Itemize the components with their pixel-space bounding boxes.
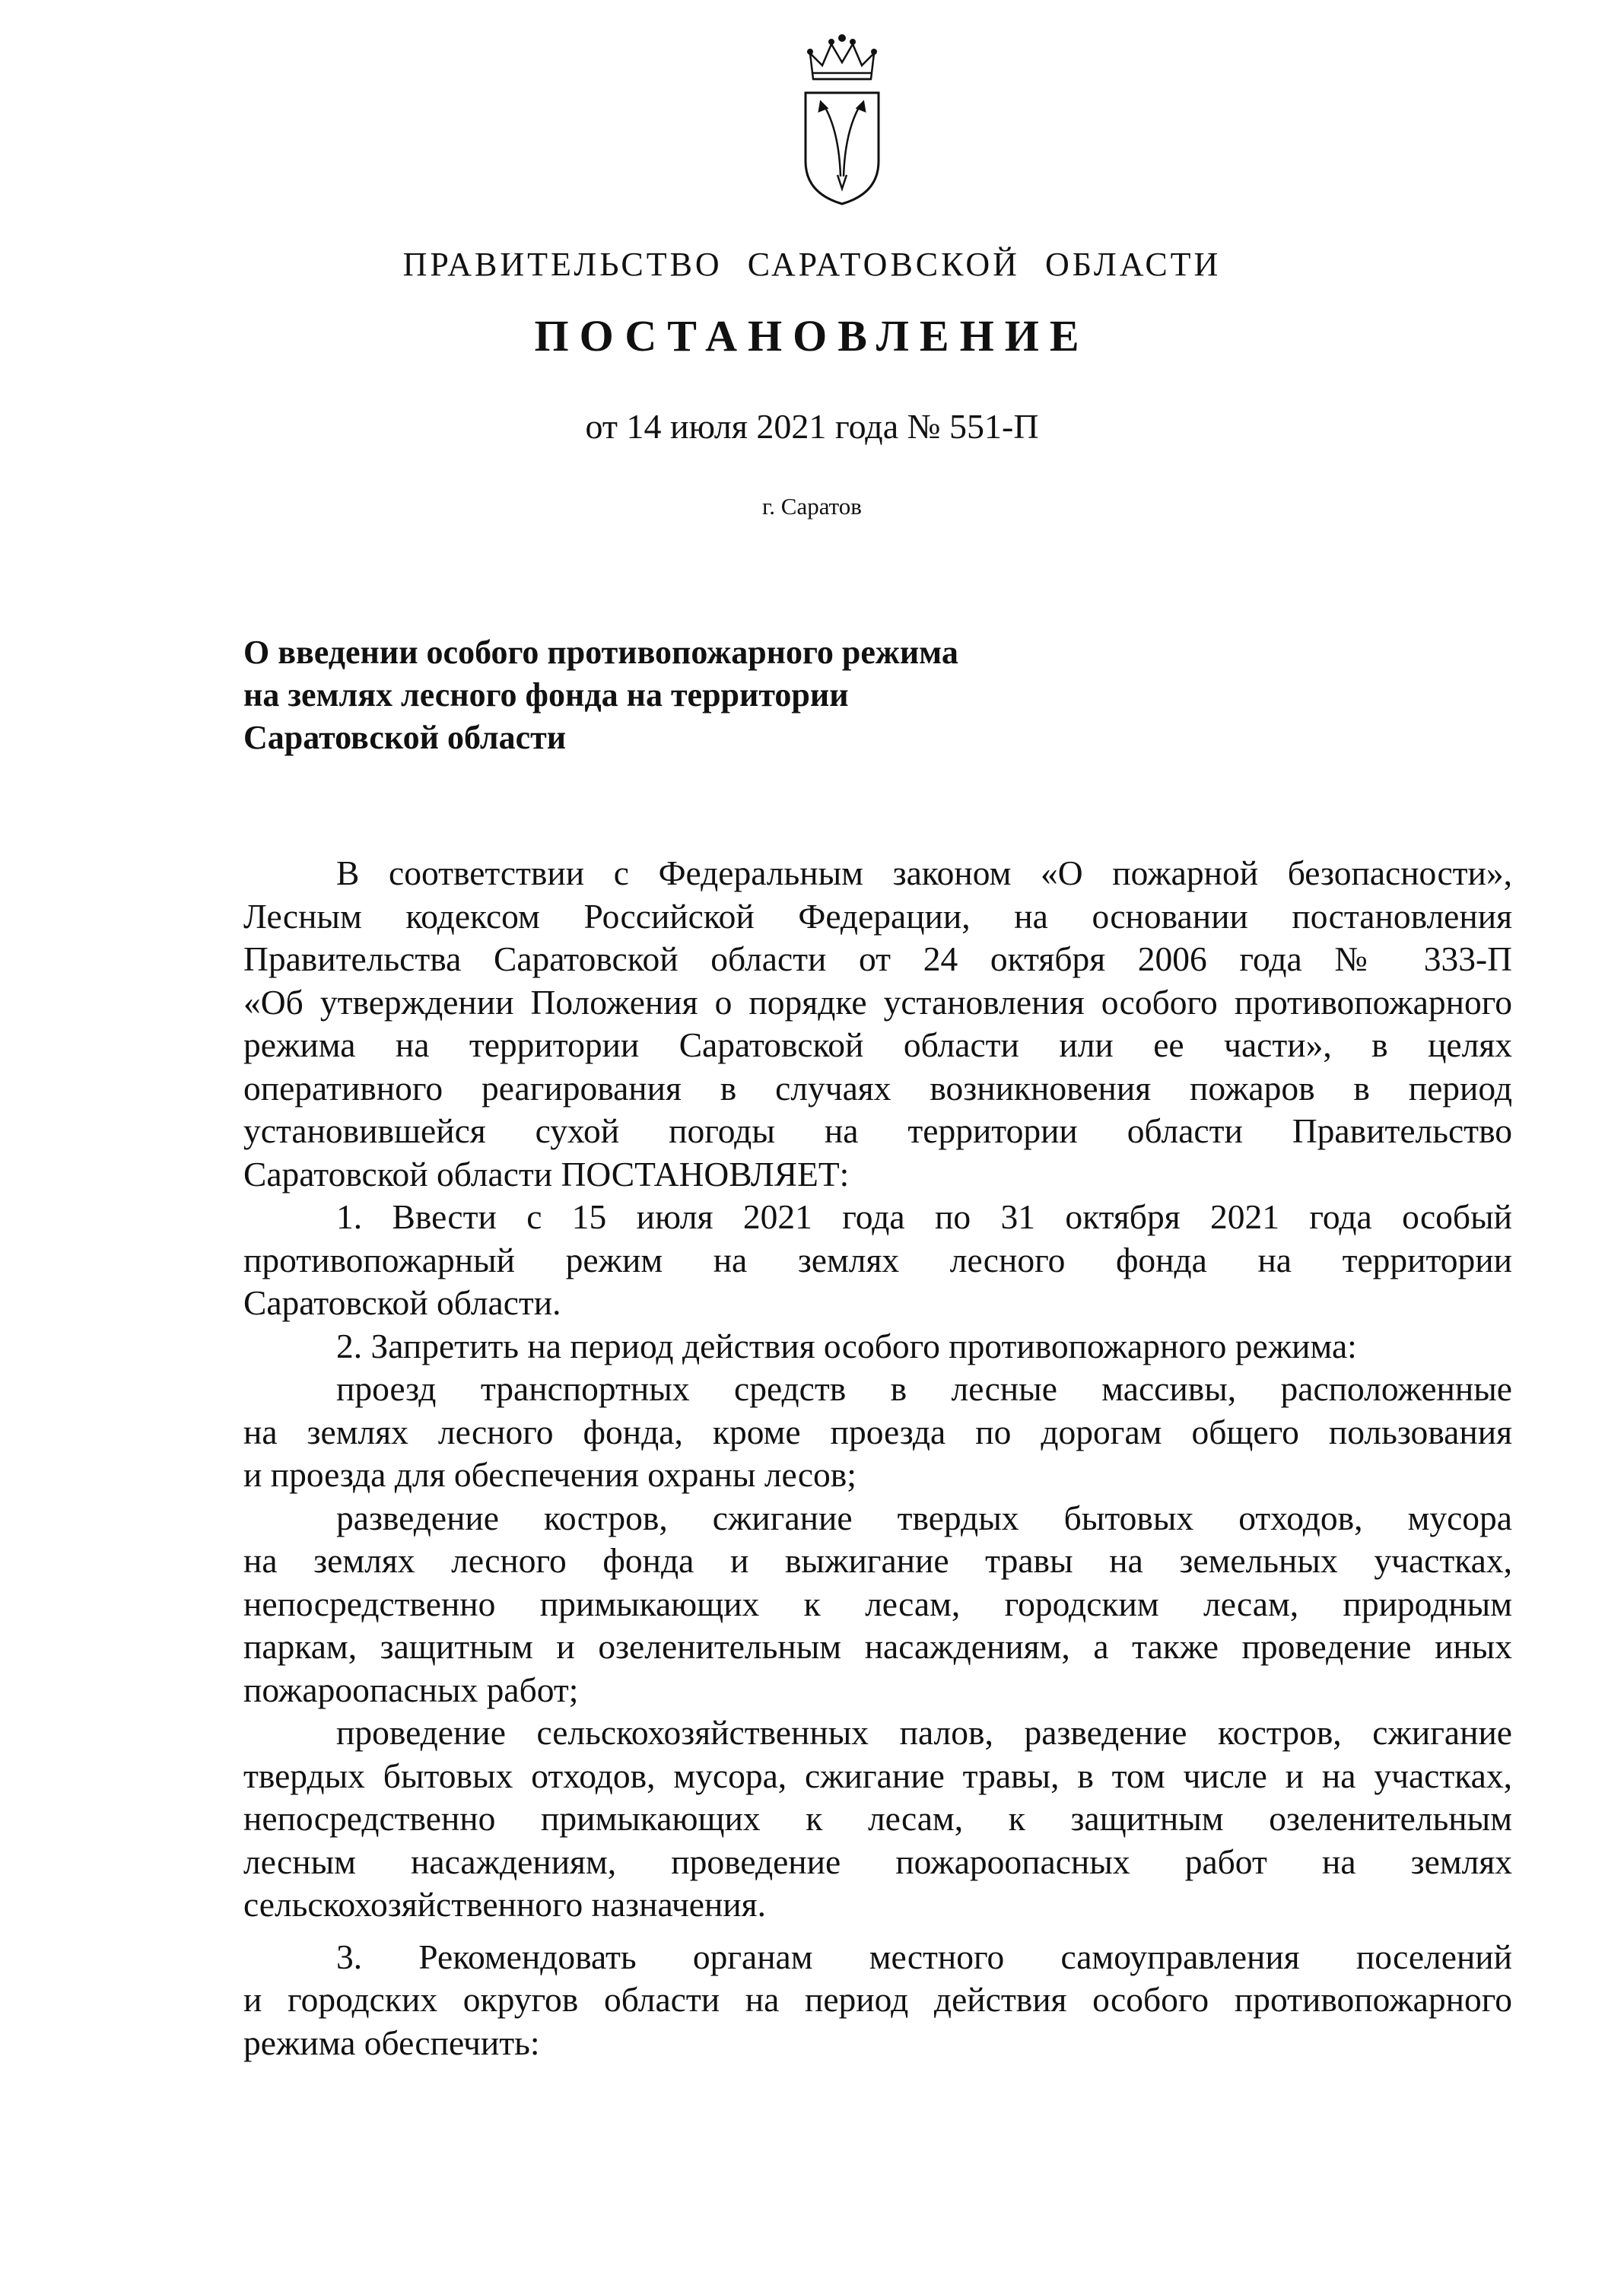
title-line: О введении особого противопожарного режима	[243, 634, 958, 671]
document-city: г. Саратов	[762, 493, 862, 520]
body-line: и городских округов области на период действия особого противопожарного	[243, 1980, 1512, 2019]
body-line: 2. Запретить на период действия особого противопожарного режима:	[336, 1326, 1357, 1365]
body-line: Саратовской области.	[243, 1283, 561, 1322]
body-line: «Об утверждении Положения о порядке установления особого противопожарного	[243, 982, 1512, 1022]
document-title	[243, 631, 1156, 759]
document-body	[243, 852, 1512, 2064]
body-line: В соответствии с Федеральным законом «О пожарной безопасности»,	[336, 853, 1512, 892]
title-line: Саратовской области	[243, 719, 567, 756]
body-line: на землях лесного фонда и выжигание травы на земельных участках,	[243, 1541, 1512, 1580]
paragraph-gap	[243, 1927, 1512, 1936]
body-line: проезд транспортных средств в лесные массивы, расположенные	[336, 1369, 1512, 1408]
body-line: режима обеспечить:	[243, 2023, 540, 2062]
body-line: лесным насаждениям, проведение пожароопасных работ на землях	[243, 1842, 1512, 1881]
body-line: на землях лесного фонда, кроме проезда по дорогам общего пользования	[243, 1412, 1512, 1451]
body-line: 3. Рекомендовать органам местного самоуправления поселений	[336, 1937, 1512, 1976]
body-line: режима на территории Саратовской области или ее части», в целях	[243, 1025, 1512, 1064]
body-line: сельскохозяйственного назначения.	[243, 1885, 766, 1924]
body-line: непосредственно примыкающих к лесам, к защитным озеленительным	[243, 1799, 1512, 1838]
body-line: установившейся сухой погоды на территории области Правительство	[243, 1111, 1512, 1150]
body-line: противопожарный режим на землях лесного фонда на территории	[243, 1240, 1512, 1279]
government-name: ПРАВИТЕЛЬСТВО САРАТОВСКОЙ ОБЛАСТИ	[402, 246, 1222, 283]
body-line: Саратовской области ПОСТАНОВЛЯЕТ:	[243, 1154, 850, 1193]
document-date-number: от 14 июля 2021 года № 551-П	[585, 407, 1039, 446]
body-line: проведение сельскохозяйственных палов, разведение костров, сжигание	[336, 1713, 1512, 1752]
title-line: на землях лесного фонда на территории	[243, 676, 849, 714]
body-line: пожароопасных работ;	[243, 1670, 579, 1709]
body-line: разведение костров, сжигание твердых бытовых отходов, мусора	[336, 1498, 1512, 1537]
body-line: паркам, защитным и озеленительным насаждениям, а также проведение иных	[243, 1627, 1512, 1666]
body-line: 1. Ввести с 15 июля 2021 года по 31 октября 2021 года особый	[336, 1197, 1512, 1236]
body-line: и проезда для обеспечения охраны лесов;	[243, 1455, 856, 1494]
body-line: оперативного реагирования в случаях возникновения пожаров в период	[243, 1068, 1512, 1108]
coat-of-arms-icon	[796, 32, 888, 207]
body-line: твердых бытовых отходов, мусора, сжигание травы, в том числе и на участках,	[243, 1756, 1512, 1795]
body-line: Лесным кодексом Российской Федерации, на основании постановления	[243, 896, 1512, 936]
body-line: непосредственно примыкающих к лесам, городским лесам, природным	[243, 1584, 1512, 1623]
document-type: ПОСТАНОВЛЕНИЕ	[534, 311, 1090, 361]
body-line: Правительства Саратовской области от 24 октября 2006 года № 333-П	[243, 939, 1512, 978]
